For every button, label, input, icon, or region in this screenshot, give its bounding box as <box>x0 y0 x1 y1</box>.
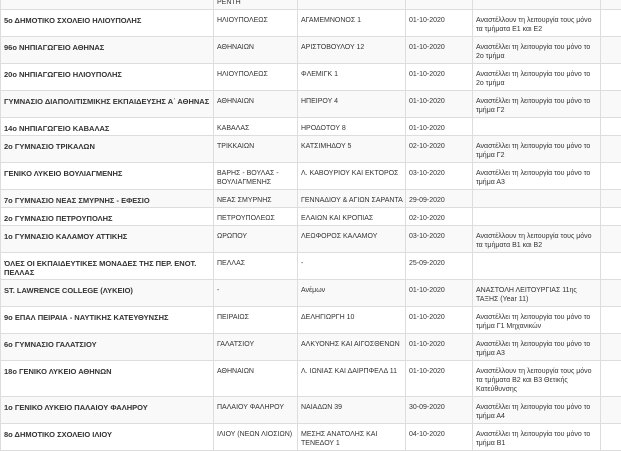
date-cell: 04-10-2020 <box>406 424 473 451</box>
school-name-cell: 7ο ΓΥΜΝΑΣΙΟ ΝΕΑΣ ΣΜΥΡΝΗΣ - ΕΦΕΣΙΟ <box>1 190 214 208</box>
address-cell: ΗΡΟΔΟΤΟΥ 8 <box>298 118 406 136</box>
municipality-cell: ΗΛΙΟΥΠΟΛΕΩΣ <box>214 10 298 37</box>
date-cell: 02-10-2020 <box>406 136 473 163</box>
table-row <box>1 190 621 208</box>
address-cell: ΔΕΛΗΓΙΩΡΓΗ 10 <box>298 307 406 334</box>
address-cell: ΛΕΩΦΟΡΟΣ ΚΑΛΑΜΟΥ <box>298 226 406 253</box>
municipality-cell: ΝΕΑΣ ΣΜΥΡΝΗΣ <box>214 190 298 208</box>
table-row <box>1 37 621 64</box>
address-cell: Ανέμων <box>298 280 406 307</box>
table-row <box>1 118 621 136</box>
address-cell: ΑΛΚΥΟΝΗΣ ΚΑΙ ΑΙΓΟΣΘΕΝΩΝ <box>298 334 406 361</box>
status-note-cell: Αναστέλλει τη λειτουργία του μόνο το τμήμα Β1 <box>473 424 601 451</box>
table-row <box>1 226 621 253</box>
status-note-cell: Αναστέλλει τη λειτουργία του μόνο το 2ο τμήμα <box>473 64 601 91</box>
empty-cell <box>601 280 621 307</box>
date-cell: 01-10-2020 <box>406 10 473 37</box>
table-row <box>1 208 621 226</box>
address-cell: ΗΠΕΙΡΟΥ 4 <box>298 91 406 118</box>
status-note-cell <box>473 208 601 226</box>
status-note-cell: Αναστέλλει τη λειτουργία του μόνο το τμήμα Α3 <box>473 163 601 190</box>
municipality-cell: ΑΘΗΝΑΙΩΝ <box>214 91 298 118</box>
school-name-cell: ΓΕΝΙΚΟ ΛΥΚΕΙΟ ΒΟΥΛΙΑΓΜΕΝΗΣ <box>1 163 214 190</box>
school-name-cell: ΌΛΕΣ ΟΙ ΕΚΠΑΙΔΕΥΤΙΚΕΣ ΜΟΝΑΔΕΣ ΤΗΣ ΠΕΡ. ΕΝΟΤ. ΠΕΛΛΑΣ <box>1 253 214 280</box>
municipality-cell: ΤΡΙΚΚΑΙΩΝ <box>214 136 298 163</box>
municipality-cell: ΠΑΛΑΙΟΥ ΦΑΛΗΡΟΥ <box>214 397 298 424</box>
empty-cell <box>601 307 621 334</box>
address-cell: Λ. ΚΑΒΟΥΡΙΟΥ ΚΑΙ ΕΚΤΟΡΟΣ <box>298 163 406 190</box>
date-cell: 01-10-2020 <box>406 361 473 397</box>
empty-cell <box>601 163 621 190</box>
table-row <box>1 334 621 361</box>
municipality-cell: ΩΡΩΠΟΥ <box>214 226 298 253</box>
school-name-cell: 5ο ΔΗΜΟΤΙΚΟ ΣΧΟΛΕΙΟ ΗΛΙΟΥΠΟΛΗΣ <box>1 10 214 37</box>
school-name-cell: 6ο ΓΥΜΝΑΣΙΟ ΓΑΛΑΤΣΙΟΥ <box>1 334 214 361</box>
address-cell: ΓΕΝΝΑΔΙΟΥ & ΑΓΙΩΝ ΣΑΡΑΝΤΑ <box>298 190 406 208</box>
table-row <box>1 10 621 37</box>
school-name-cell: 96ο ΝΗΠΙΑΓΩΓΕΙΟ ΑΘΗΝΑΣ <box>1 37 214 64</box>
empty-cell <box>601 208 621 226</box>
municipality-cell: ΒΑΡΗΣ - ΒΟΥΛΑΣ - ΒΟΥΛΙΑΓΜΕΝΗΣ <box>214 163 298 190</box>
school-name-cell: 8ο ΔΗΜΟΤΙΚΟ ΣΧΟΛΕΙΟ ΙΛΙΟΥ <box>1 424 214 451</box>
status-note-cell: Αναστέλλει τη λειτουργία του μόνο το τμήμα Γ1 Μηχανικών <box>473 307 601 334</box>
address-cell <box>298 0 406 10</box>
empty-cell <box>601 226 621 253</box>
empty-cell <box>601 136 621 163</box>
date-cell <box>406 0 473 10</box>
address-cell: ΜΕΣΗΣ ΑΝΑΤΟΛΗΣ ΚΑΙ ΤΕΝΕΔΟΥ 1 <box>298 424 406 451</box>
table-row <box>1 64 621 91</box>
date-cell: 29-09-2020 <box>406 190 473 208</box>
table-row <box>1 361 621 397</box>
date-cell: 01-10-2020 <box>406 280 473 307</box>
school-name-cell: 9ο ΕΠΑΛ ΠΕΙΡΑΙΑ - ΝΑΥΤΙΚΗΣ ΚΑΤΕΥΘΥΝΣΗΣ <box>1 307 214 334</box>
municipality-cell: ΑΘΗΝΑΙΩΝ <box>214 361 298 397</box>
date-cell: 01-10-2020 <box>406 64 473 91</box>
date-cell: 03-10-2020 <box>406 163 473 190</box>
address-cell: ΕΛΑΙΩΝ ΚΑΙ ΚΡΟΠΙΑΣ <box>298 208 406 226</box>
school-name-cell: ST. LAWRENCE COLLEGE (ΛΥΚΕΙΟ) <box>1 280 214 307</box>
table-body <box>1 0 621 451</box>
table-row <box>1 307 621 334</box>
empty-cell <box>601 397 621 424</box>
table-row <box>1 163 621 190</box>
address-cell: ΦΛΕΜΙΓΚ 1 <box>298 64 406 91</box>
school-name-cell: 1ο ΓΕΝΙΚΟ ΛΥΚΕΙΟ ΠΑΛΑΙΟΥ ΦΑΛΗΡΟΥ <box>1 397 214 424</box>
address-cell: ΑΓΑΜΕΜΝΟΝΟΣ 1 <box>298 10 406 37</box>
status-note-cell: Αναστέλλει τη λειτουργία του μόνο το τμήμα Α3 <box>473 334 601 361</box>
date-cell: 30-09-2020 <box>406 397 473 424</box>
municipality-cell: - <box>214 280 298 307</box>
empty-cell <box>601 361 621 397</box>
table-row <box>1 424 621 451</box>
date-cell: 01-10-2020 <box>406 307 473 334</box>
status-note-cell: Αναστέλλει τη λειτουργία του μόνο το 2ο τμήμα <box>473 37 601 64</box>
empty-cell <box>601 190 621 208</box>
empty-cell <box>601 253 621 280</box>
table-row <box>1 136 621 163</box>
municipality-cell: ΗΛΙΟΥΠΟΛΕΩΣ <box>214 64 298 91</box>
date-cell: 25-09-2020 <box>406 253 473 280</box>
municipality-cell: ΡΕΝΤΗ <box>214 0 298 10</box>
date-cell: 01-10-2020 <box>406 118 473 136</box>
table-row <box>1 397 621 424</box>
empty-cell <box>601 118 621 136</box>
status-note-cell <box>473 253 601 280</box>
school-name-cell: ΓΥΜΝΑΣΙΟ ΔΙΑΠΟΛΙΤΙΣΜΙΚΗΣ ΕΚΠΑΙΔΕΥΣΗΣ Α΄ ΑΘΗΝΑΣ <box>1 91 214 118</box>
municipality-cell: ΠΕΛΛΑΣ <box>214 253 298 280</box>
status-note-cell: Αναστέλλει τη λειτουργία του μόνο το τμήμα Α4 <box>473 397 601 424</box>
date-cell: 01-10-2020 <box>406 91 473 118</box>
school-name-cell: 1ο ΓΥΜΝΑΣΙΟ ΚΑΛΑΜΟΥ ΑΤΤΙΚΗΣ <box>1 226 214 253</box>
date-cell: 03-10-2020 <box>406 226 473 253</box>
municipality-cell: ΚΑΒΑΛΑΣ <box>214 118 298 136</box>
empty-cell <box>601 0 621 10</box>
status-note-cell: Αναστέλλουν τη λειτουργία τους μόνο τα τμήματα Β1 και Β2 <box>473 226 601 253</box>
school-name-cell: 14ο ΝΗΠΙΑΓΩΓΕΙΟ ΚΑΒΑΛΑΣ <box>1 118 214 136</box>
table-row <box>1 0 621 10</box>
school-name-cell: 18ο ΓΕΝΙΚΟ ΛΥΚΕΙΟ ΑΘΗΝΩΝ <box>1 361 214 397</box>
status-note-cell: Αναστέλλουν τη λειτουργία τους μόνο τα τμήματα Β2 και Β3 Θετικής Κατεύθυνσης <box>473 361 601 397</box>
table-row <box>1 280 621 307</box>
address-cell: Λ. ΙΩΝΙΑΣ ΚΑΙ ΔΑΙΡΠΦΕΛΔ 11 <box>298 361 406 397</box>
status-note-cell <box>473 190 601 208</box>
status-note-cell: ΑΝΑΣΤΟΛΗ ΛΕΙΤΟΥΡΓΙΑΣ 11ης ΤΑΞΗΣ (Year 11) <box>473 280 601 307</box>
table-row <box>1 91 621 118</box>
municipality-cell: ΠΕΤΡΟΥΠΟΛΕΩΣ <box>214 208 298 226</box>
date-cell: 01-10-2020 <box>406 37 473 64</box>
school-name-cell: 2ο ΓΥΜΝΑΣΙΟ ΠΕΤΡΟΥΠΟΛΗΣ <box>1 208 214 226</box>
municipality-cell: ΓΑΛΑΤΣΙΟΥ <box>214 334 298 361</box>
school-name-cell: 20ο ΝΗΠΙΑΓΩΓΕΙΟ ΗΛΙΟΥΠΟΛΗΣ <box>1 64 214 91</box>
date-cell: 02-10-2020 <box>406 208 473 226</box>
school-name-cell <box>1 0 214 10</box>
municipality-cell: ΠΕΙΡΑΙΩΣ <box>214 307 298 334</box>
address-cell: ΚΑΤΣΙΜΗΔΟΥ 5 <box>298 136 406 163</box>
empty-cell <box>601 64 621 91</box>
municipality-cell: ΙΛΙΟΥ (ΝΕΩΝ ΛΙΟΣΙΩΝ) <box>214 424 298 451</box>
status-note-cell: Αναστέλλουν τη λειτουργία τους μόνο τα τμήματα Ε1 και Ε2 <box>473 10 601 37</box>
table-row <box>1 253 621 280</box>
address-cell: ΑΡΙΣΤΟΒΟΥΛΟΥ 12 <box>298 37 406 64</box>
status-note-cell: Αναστέλλει τη λειτουργία του μόνο το τμήμα Γ2 <box>473 136 601 163</box>
municipality-cell: ΑΘΗΝΑΙΩΝ <box>214 37 298 64</box>
address-cell: ΝΑΙΑΔΩΝ 39 <box>298 397 406 424</box>
school-name-cell: 2ο ΓΥΜΝΑΣΙΟ ΤΡΙΚΑΛΩΝ <box>1 136 214 163</box>
empty-cell <box>601 10 621 37</box>
empty-cell <box>601 91 621 118</box>
date-cell: 01-10-2020 <box>406 334 473 361</box>
address-cell: - <box>298 253 406 280</box>
empty-cell <box>601 334 621 361</box>
empty-cell <box>601 424 621 451</box>
status-note-cell: Αναστέλλει τη λειτουργία του μόνο το τμήμα Γ2 <box>473 91 601 118</box>
empty-cell <box>601 37 621 64</box>
status-note-cell <box>473 118 601 136</box>
status-note-cell <box>473 0 601 10</box>
